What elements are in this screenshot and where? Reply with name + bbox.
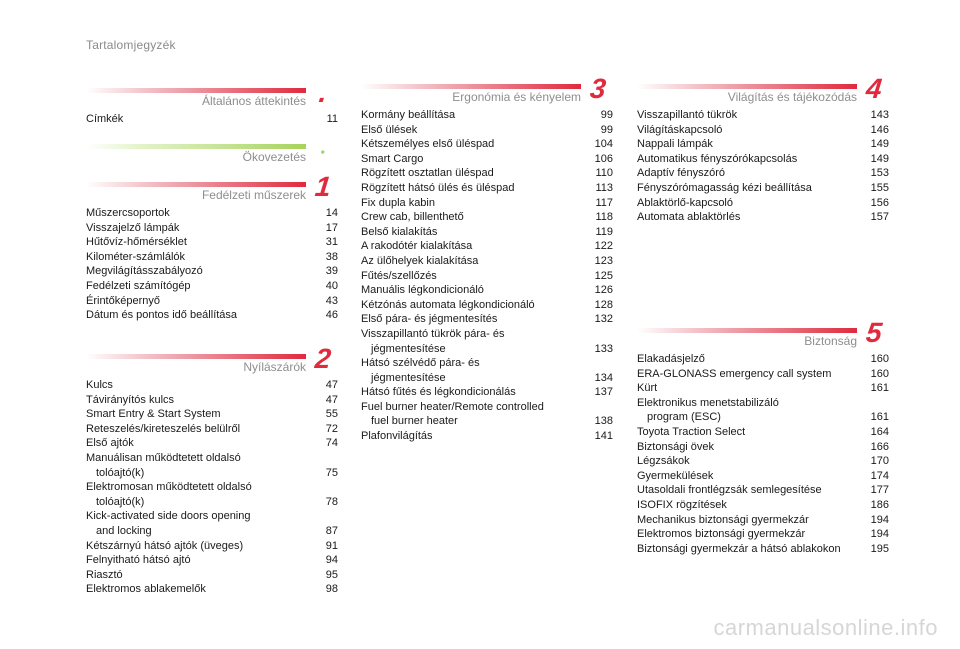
toc-entry-label-line: Visszapillantó tükrök bbox=[637, 109, 738, 121]
toc-entry[interactable] bbox=[361, 108, 613, 123]
toc-entry-page-number: 17 bbox=[325, 221, 338, 234]
toc-entry-label-continuation: and locking bbox=[96, 524, 152, 537]
toc-entry[interactable] bbox=[86, 221, 338, 236]
toc-entry-label bbox=[86, 451, 310, 480]
toc-entry[interactable] bbox=[637, 542, 889, 557]
toc-entry-label-line: Légzsákok bbox=[637, 455, 690, 468]
section-title: Ergonómia és kényelem bbox=[452, 90, 581, 104]
toc-entry-page-number: 14 bbox=[325, 207, 338, 219]
toc-entry-label-line: Világításkapcsoló bbox=[637, 123, 723, 136]
toc-entry-label bbox=[86, 480, 310, 509]
toc-entry-label bbox=[86, 235, 310, 250]
toc-entry-label-continuation: fuel burner heater bbox=[371, 415, 458, 428]
toc-entry[interactable] bbox=[361, 137, 613, 152]
toc-entry[interactable] bbox=[86, 422, 338, 437]
toc-entry-page-number: 78 bbox=[325, 495, 338, 508]
toc-entry-label bbox=[86, 264, 310, 279]
toc-entry-label bbox=[637, 196, 861, 211]
toc-entry-label bbox=[361, 269, 585, 284]
section-title: Nyílászárók bbox=[243, 360, 306, 374]
toc-entry-label-line: Belső kialakítás bbox=[361, 225, 438, 238]
toc-entry[interactable] bbox=[361, 196, 613, 211]
section-title: Fedélzeti műszerek bbox=[201, 188, 306, 202]
toc-entry-label-line: Fűtés/szellőzés bbox=[361, 269, 437, 282]
toc-entry-label bbox=[86, 378, 310, 393]
toc-entry-label-line: Toyota Traction Select bbox=[637, 425, 746, 438]
toc-entry-page-number: 47 bbox=[325, 379, 338, 391]
toc-entry-label bbox=[361, 239, 585, 254]
toc-entry-page-number: 74 bbox=[325, 437, 338, 450]
toc-entry-label-line: Biztonsági övek bbox=[637, 440, 715, 453]
toc-entry-page-number: 98 bbox=[325, 583, 338, 596]
section-header-instruments bbox=[86, 171, 338, 206]
toc-entry[interactable] bbox=[361, 429, 613, 444]
toc-entry[interactable] bbox=[361, 254, 613, 269]
section-number: 3 bbox=[588, 73, 608, 104]
toc-entry[interactable] bbox=[86, 436, 338, 451]
toc-entry-label-line: Kétszemélyes első üléspad bbox=[361, 138, 495, 151]
toc-entry-label bbox=[637, 210, 861, 225]
section-number: 4 bbox=[864, 73, 884, 104]
toc-entry-label bbox=[86, 221, 310, 236]
toc-entry-label-continuation: jégmentesítése bbox=[371, 371, 446, 384]
toc-entry-page-number: 113 bbox=[595, 181, 613, 194]
toc-entry-label bbox=[637, 108, 861, 123]
toc-entry-page-number: 155 bbox=[870, 181, 889, 194]
toc-entry-label-line: Kormány beállítása bbox=[361, 109, 456, 121]
toc-entry-label-line: Visszajelző lámpák bbox=[86, 221, 180, 234]
toc-entry[interactable] bbox=[86, 568, 338, 583]
toc-entry[interactable] bbox=[361, 152, 613, 167]
toc-entry-label-line: Elektronikus menetstabilizáló bbox=[637, 396, 779, 409]
toc-entry-label-line: Manuálisan működtetett oldalsó bbox=[86, 451, 241, 464]
toc-entry[interactable] bbox=[361, 385, 613, 400]
toc-entry[interactable] bbox=[86, 206, 338, 221]
toc-entry-label bbox=[361, 152, 585, 167]
toc-entry[interactable] bbox=[637, 196, 889, 211]
toc-entry[interactable] bbox=[361, 123, 613, 138]
toc-entry-page-number: 43 bbox=[325, 294, 338, 307]
toc-entry-page-number: 153 bbox=[870, 167, 889, 180]
section-title: Általános áttekintés bbox=[201, 94, 306, 108]
toc-entry-page-number: 133 bbox=[594, 342, 613, 355]
section-header-openings bbox=[86, 343, 338, 378]
toc-entry-label bbox=[86, 509, 310, 538]
toc-entry[interactable] bbox=[637, 108, 889, 123]
toc-entry-page-number: 40 bbox=[325, 279, 338, 292]
toc-entry[interactable] bbox=[86, 235, 338, 250]
toc-entry[interactable] bbox=[637, 352, 889, 367]
toc-entry-page-number: 72 bbox=[325, 422, 338, 435]
toc-entry-label-line: Rögzített osztatlan üléspad bbox=[361, 167, 494, 180]
toc-entry-label-continuation: program (ESC) bbox=[647, 411, 721, 424]
toc-entry-label bbox=[637, 367, 861, 382]
toc-entry[interactable] bbox=[637, 425, 889, 440]
toc-entry[interactable] bbox=[637, 513, 889, 528]
toc-entry[interactable] bbox=[86, 264, 338, 279]
toc-entry-label bbox=[86, 279, 310, 294]
toc-entry-label-line: Elektromos ablakemelők bbox=[86, 583, 206, 596]
toc-entry-label bbox=[637, 440, 861, 455]
toc-entry-label bbox=[637, 152, 861, 167]
section-header-safety bbox=[637, 317, 889, 352]
toc-entry-label-line: Kétszárnyú hátsó ajtók (üveges) bbox=[86, 539, 244, 552]
toc-entry[interactable] bbox=[361, 283, 613, 298]
section-title: Ökovezetés bbox=[242, 150, 306, 164]
toc-entry-label bbox=[86, 568, 310, 583]
toc-entry-label bbox=[86, 407, 310, 422]
toc-list-ergonomics bbox=[361, 108, 613, 444]
toc-entry-page-number: 119 bbox=[595, 225, 613, 238]
toc-entry-label bbox=[86, 582, 310, 597]
toc-entry-page-number: 117 bbox=[595, 196, 613, 209]
toc-entry-page-number: 118 bbox=[595, 211, 613, 224]
toc-entry-label-line: Ablaktörlő-kapcsoló bbox=[637, 196, 733, 209]
toc-entry-page-number: 137 bbox=[594, 386, 613, 399]
toc-entry-label-line: Manuális légkondicionáló bbox=[361, 284, 484, 297]
toc-entry-label bbox=[637, 352, 861, 367]
toc-entry[interactable] bbox=[637, 469, 889, 484]
toc-entry[interactable] bbox=[361, 225, 613, 240]
toc-entry[interactable] bbox=[86, 393, 338, 408]
toc-entry-page-number: 95 bbox=[325, 568, 338, 581]
toc-entry[interactable] bbox=[637, 181, 889, 196]
toc-entry-label bbox=[361, 196, 585, 211]
toc-entry-label-line: Reteszelés/kireteszelés belülről bbox=[86, 422, 241, 435]
toc-entry-page-number: 141 bbox=[594, 430, 613, 443]
toc-entry-label-line: Kétzónás automata légkondicionáló bbox=[361, 298, 535, 311]
toc-entry-page-number: 138 bbox=[594, 415, 613, 428]
toc-entry-label bbox=[637, 137, 861, 152]
toc-entry[interactable] bbox=[86, 294, 338, 309]
toc-column-1-openings bbox=[86, 343, 338, 597]
toc-entry-label-line: Első pára- és jégmentesítés bbox=[361, 313, 498, 326]
toc-entry-page-number: 186 bbox=[870, 498, 889, 511]
toc-entry-label-line: Az ülőhelyek kialakítása bbox=[361, 254, 479, 267]
toc-entry[interactable] bbox=[637, 440, 889, 455]
toc-column-1-instruments bbox=[86, 171, 338, 323]
page-title: Tartalomjegyzék bbox=[86, 38, 176, 52]
toc-entry-label bbox=[637, 513, 861, 528]
toc-entry-label-line: Nappali lámpák bbox=[637, 138, 713, 151]
toc-entry-label-line: Hátsó szélvédő pára- és bbox=[361, 357, 480, 370]
toc-list-safety bbox=[637, 352, 889, 556]
toc-entry-label bbox=[361, 356, 585, 385]
toc-entry-label-line: ERA-GLONASS emergency call system bbox=[637, 367, 832, 380]
toc-entry-label bbox=[637, 498, 861, 513]
toc-entry-label-line: Kürt bbox=[637, 382, 658, 395]
section-bar bbox=[637, 84, 857, 89]
toc-entry-label-line: Biztonsági gyermekzár a hátsó ablakokon bbox=[637, 542, 841, 555]
section-bar bbox=[361, 84, 581, 89]
toc-entry-label-line: Elektromos biztonsági gyermekzár bbox=[637, 528, 806, 541]
toc-entry-label-line: Érintőképernyő bbox=[86, 294, 160, 307]
toc-entry-label-line: Első ajtók bbox=[86, 437, 134, 450]
toc-entry-label bbox=[361, 108, 585, 123]
toc-entry[interactable] bbox=[637, 454, 889, 469]
toc-entry-page-number: 149 bbox=[870, 152, 889, 165]
toc-entry-label-line: Smart Entry & Start System bbox=[86, 408, 221, 421]
toc-entry-page-number: 160 bbox=[870, 353, 889, 365]
toc-entry-label bbox=[361, 137, 585, 152]
section-number: 1 bbox=[313, 171, 333, 202]
toc-entry-label-line: Smart Cargo bbox=[361, 152, 424, 165]
toc-entry-label bbox=[637, 123, 861, 138]
toc-entry-page-number: 170 bbox=[870, 455, 889, 468]
toc-entry-label bbox=[86, 308, 310, 323]
toc-entry-label-line: Crew cab, billenthető bbox=[361, 211, 464, 224]
toc-list-openings bbox=[86, 378, 338, 597]
watermark: carmanualsonline.info bbox=[713, 615, 938, 640]
toc-entry[interactable] bbox=[86, 553, 338, 568]
toc-list-lighting bbox=[637, 108, 889, 225]
toc-entry-label bbox=[637, 396, 861, 425]
toc-entry[interactable] bbox=[637, 396, 889, 425]
toc-entry[interactable] bbox=[637, 137, 889, 152]
toc-entry-label bbox=[86, 422, 310, 437]
toc-entry-page-number: 146 bbox=[870, 123, 889, 136]
toc-entry[interactable] bbox=[361, 298, 613, 313]
toc-entry-label bbox=[86, 206, 310, 221]
toc-entry-label-line: Hátsó fűtés és légkondicionálás bbox=[361, 386, 516, 399]
toc-entry-label-line: Felnyitható hátsó ajtó bbox=[86, 554, 191, 567]
section-number: • bbox=[319, 145, 326, 159]
toc-entry[interactable] bbox=[361, 327, 613, 356]
toc-entry-label bbox=[86, 112, 310, 127]
toc-entry-label-line: Utasoldali frontlégzsák semlegesítése bbox=[637, 484, 822, 497]
toc-entry[interactable] bbox=[86, 539, 338, 554]
toc-entry-label bbox=[361, 123, 585, 138]
section-header-eco bbox=[86, 138, 338, 168]
toc-entry-page-number: 166 bbox=[870, 440, 889, 453]
section-header-lighting bbox=[637, 73, 889, 108]
toc-entry-label bbox=[361, 327, 585, 356]
section-bar bbox=[86, 144, 306, 149]
toc-entry-page-number: 157 bbox=[870, 211, 889, 224]
toc-entry-label-continuation: jégmentesítése bbox=[371, 342, 446, 355]
toc-entry[interactable] bbox=[361, 400, 613, 429]
toc-entry[interactable] bbox=[86, 112, 338, 127]
toc-column-1 bbox=[86, 77, 338, 127]
toc-entry[interactable] bbox=[361, 166, 613, 181]
toc-entry-page-number: 46 bbox=[325, 309, 338, 322]
toc-entry-label-line: Hűtővíz-hőmérséklet bbox=[86, 236, 187, 249]
toc-entry-page-number: 128 bbox=[594, 298, 613, 311]
toc-entry-page-number: 195 bbox=[870, 542, 889, 555]
toc-entry-label bbox=[361, 254, 585, 269]
toc-entry-label-line: Adaptív fényszóró bbox=[637, 167, 726, 180]
toc-list-general bbox=[86, 112, 338, 127]
toc-entry-page-number: 149 bbox=[870, 138, 889, 151]
toc-entry[interactable] bbox=[86, 279, 338, 294]
section-title: Biztonság bbox=[804, 334, 857, 348]
toc-entry[interactable] bbox=[361, 239, 613, 254]
toc-entry[interactable] bbox=[361, 356, 613, 385]
toc-entry-label-line: Visszapillantó tükrök pára- és bbox=[361, 327, 505, 340]
toc-entry-label-line: Kick-activated side doors opening bbox=[86, 510, 251, 523]
toc-entry[interactable] bbox=[86, 451, 338, 480]
toc-entry-label-line: Fedélzeti számítógép bbox=[86, 279, 191, 292]
toc-entry-label bbox=[361, 181, 585, 196]
toc-entry-label bbox=[637, 181, 861, 196]
toc-entry-page-number: 122 bbox=[594, 240, 613, 253]
toc-entry[interactable] bbox=[86, 378, 338, 393]
toc-entry-label bbox=[86, 553, 310, 568]
toc-entry-label bbox=[637, 454, 861, 469]
toc-entry-label-line: A rakodótér kialakítása bbox=[361, 240, 473, 253]
section-bar bbox=[637, 328, 857, 333]
toc-entry-label-line: Automatikus fényszórókapcsolás bbox=[637, 152, 798, 165]
toc-entry[interactable] bbox=[637, 152, 889, 167]
toc-entry-label bbox=[637, 527, 861, 542]
toc-entry-label-line: Riasztó bbox=[86, 568, 123, 581]
toc-entry-label-continuation: tolóajtó(k) bbox=[96, 466, 145, 479]
section-bar bbox=[86, 182, 306, 187]
toc-entry[interactable] bbox=[86, 250, 338, 265]
toc-entry-page-number: 91 bbox=[325, 539, 338, 552]
toc-entry-label-line: Rögzített hátsó ülés és üléspad bbox=[361, 181, 515, 194]
toc-entry-label bbox=[637, 166, 861, 181]
toc-entry-page-number: 134 bbox=[594, 371, 613, 384]
toc-entry[interactable] bbox=[637, 367, 889, 382]
toc-entry-label bbox=[637, 469, 861, 484]
toc-entry-label-line: Távirányítós kulcs bbox=[86, 393, 175, 406]
toc-entry-label bbox=[361, 210, 585, 225]
section-header-general bbox=[86, 77, 338, 112]
toc-entry-page-number: 161 bbox=[870, 411, 889, 424]
toc-entry[interactable] bbox=[637, 498, 889, 513]
toc-entry-page-number: 160 bbox=[870, 367, 889, 380]
toc-entry-label bbox=[86, 393, 310, 408]
section-number: 5 bbox=[864, 317, 884, 348]
toc-entry-label bbox=[361, 298, 585, 313]
toc-column-3 bbox=[637, 73, 889, 225]
section-bar bbox=[86, 88, 306, 93]
toc-entry-page-number: 75 bbox=[325, 466, 338, 479]
toc-entry-label bbox=[361, 400, 585, 429]
toc-entry-page-number: 47 bbox=[325, 393, 338, 406]
toc-entry-label bbox=[86, 250, 310, 265]
toc-entry-label bbox=[361, 225, 585, 240]
toc-entry-label bbox=[361, 429, 585, 444]
toc-entry-label bbox=[86, 539, 310, 554]
toc-entry-label-line: Fix dupla kabin bbox=[361, 196, 435, 209]
toc-column-3-safety bbox=[637, 317, 889, 556]
toc-entry[interactable] bbox=[86, 407, 338, 422]
toc-entry-page-number: 194 bbox=[870, 528, 889, 541]
toc-entry[interactable] bbox=[361, 269, 613, 284]
toc-entry-label bbox=[637, 381, 861, 396]
toc-entry-label-line: Fuel burner heater/Remote controlled bbox=[361, 400, 544, 413]
toc-entry[interactable] bbox=[86, 480, 338, 509]
toc-entry-label bbox=[361, 312, 585, 327]
toc-entry-page-number: 99 bbox=[600, 123, 613, 136]
toc-entry-page-number: 39 bbox=[325, 265, 338, 278]
toc-entry-label-line: Kilométer-számlálók bbox=[86, 250, 186, 263]
toc-entry-page-number: 164 bbox=[870, 425, 889, 438]
toc-entry[interactable] bbox=[637, 483, 889, 498]
toc-entry-label bbox=[361, 385, 585, 400]
toc-entry-label-line: Dátum és pontos idő beállítása bbox=[86, 309, 238, 322]
toc-entry-label-line: Címkék bbox=[86, 113, 124, 125]
toc-entry-page-number: 132 bbox=[594, 313, 613, 326]
toc-entry[interactable] bbox=[86, 582, 338, 597]
toc-entry-page-number: 123 bbox=[594, 254, 613, 267]
toc-entry-label-line: Megvilágításszabályozó bbox=[86, 265, 203, 278]
toc-entry[interactable] bbox=[637, 210, 889, 225]
toc-entry-page-number: 126 bbox=[594, 284, 613, 297]
toc-entry-label-continuation: tolóajtó(k) bbox=[96, 495, 145, 508]
section-header-ergonomics bbox=[361, 73, 613, 108]
toc-entry-label bbox=[361, 283, 585, 298]
toc-entry-page-number: 11 bbox=[326, 113, 338, 125]
toc-entry-page-number: 106 bbox=[594, 152, 613, 165]
toc-entry[interactable] bbox=[637, 166, 889, 181]
toc-entry-page-number: 99 bbox=[600, 109, 613, 121]
toc-entry-page-number: 156 bbox=[870, 196, 889, 209]
toc-entry-label-line: Elektromosan működtetett oldalsó bbox=[86, 481, 252, 494]
toc-entry-page-number: 177 bbox=[870, 484, 889, 497]
toc-entry-page-number: 55 bbox=[325, 408, 338, 421]
toc-entry[interactable] bbox=[637, 123, 889, 138]
toc-entry-page-number: 94 bbox=[325, 554, 338, 567]
toc-entry[interactable] bbox=[86, 509, 338, 538]
section-title: Világítás és tájékozódás bbox=[727, 90, 857, 104]
toc-entry-label bbox=[86, 436, 310, 451]
toc-entry-label-line: Plafonvilágítás bbox=[361, 430, 433, 443]
toc-entry-page-number: 125 bbox=[594, 269, 613, 282]
toc-entry-label bbox=[637, 483, 861, 498]
toc-entry[interactable] bbox=[361, 312, 613, 327]
toc-entry[interactable] bbox=[361, 210, 613, 225]
toc-entry-page-number: 87 bbox=[325, 524, 338, 537]
toc-entry-page-number: 174 bbox=[870, 469, 889, 482]
toc-entry-page-number: 104 bbox=[594, 138, 613, 151]
toc-column-1-eco bbox=[86, 138, 338, 168]
toc-entry-page-number: 194 bbox=[870, 513, 889, 526]
toc-entry-label bbox=[637, 542, 861, 557]
toc-entry-page-number: 143 bbox=[870, 109, 889, 121]
toc-entry-label-line: Gyermekülések bbox=[637, 469, 714, 482]
toc-entry-page-number: 161 bbox=[870, 382, 889, 395]
section-number: . bbox=[317, 77, 329, 108]
toc-entry-page-number: 38 bbox=[325, 250, 338, 263]
toc-entry-label-line: Elakadásjelző bbox=[637, 353, 705, 365]
toc-entry-label bbox=[637, 425, 861, 440]
toc-entry-label bbox=[361, 166, 585, 181]
toc-column-2 bbox=[361, 73, 613, 444]
section-number: 2 bbox=[313, 343, 333, 374]
toc-entry-label-line: ISOFIX rögzítések bbox=[637, 498, 727, 511]
toc-entry-label-line: Kulcs bbox=[86, 379, 113, 391]
toc-entry-page-number: 110 bbox=[595, 167, 613, 180]
section-bar bbox=[86, 354, 306, 359]
toc-entry-label-line: Automata ablaktörlés bbox=[637, 211, 741, 224]
toc-entry-label bbox=[86, 294, 310, 309]
toc-entry-label-line: Fényszórómagasság kézi beállítása bbox=[637, 181, 812, 194]
toc-entry-label-line: Műszercsoportok bbox=[86, 207, 170, 219]
toc-entry-page-number: 31 bbox=[325, 236, 338, 249]
toc-entry[interactable] bbox=[86, 308, 338, 323]
toc-list-instruments bbox=[86, 206, 338, 323]
toc-entry-label-line: Mechanikus biztonsági gyermekzár bbox=[637, 513, 809, 526]
toc-entry[interactable] bbox=[361, 181, 613, 196]
toc-entry[interactable] bbox=[637, 527, 889, 542]
toc-entry[interactable] bbox=[637, 381, 889, 396]
toc-entry-label-line: Első ülések bbox=[361, 123, 418, 136]
